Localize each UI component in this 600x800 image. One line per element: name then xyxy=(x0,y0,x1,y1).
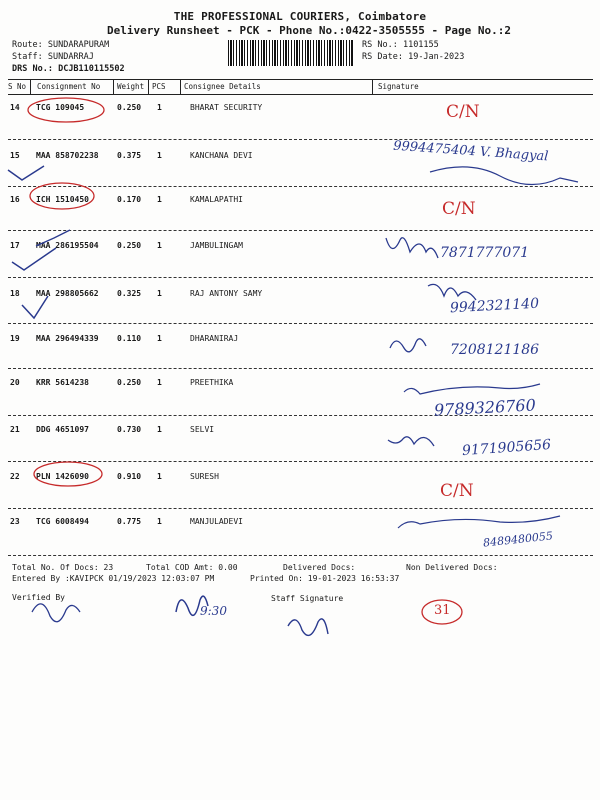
row-pcs: 1 xyxy=(157,103,162,112)
row-sno: 16 xyxy=(10,195,20,204)
row-consignment: MAA 858702238 xyxy=(36,151,99,160)
row-consignee: JAMBULINGAM xyxy=(190,241,243,250)
row-consignment: MAA 298805662 xyxy=(36,289,99,298)
drs-value: DCJB110115502 xyxy=(58,64,125,74)
staff-value: SUNDARRAJ xyxy=(47,52,94,62)
row-consignee: MANJULADEVI xyxy=(190,517,243,526)
row-weight: 0.250 xyxy=(117,103,142,112)
route-value: SUNDARAPURAM xyxy=(47,40,110,50)
col-signature: Signature xyxy=(378,82,419,91)
row-sno: 23 xyxy=(10,517,20,526)
red-circle-mark xyxy=(30,183,94,209)
row-weight: 0.375 xyxy=(117,151,142,160)
signature-phone: 8489480055 xyxy=(482,529,554,550)
row-sno: 17 xyxy=(10,241,20,250)
row-weight: 0.775 xyxy=(117,517,142,526)
verified-by-label: Verified By xyxy=(12,593,65,602)
circled-count: 31 xyxy=(434,603,451,618)
check-mark xyxy=(8,166,44,180)
drs-label: DRS No.: xyxy=(12,64,53,74)
route-label: Route: xyxy=(12,40,43,50)
row-consignee: RAJ ANTONY SAMY xyxy=(190,289,263,298)
row-consignment: TCG 6008494 xyxy=(36,517,89,526)
row-pcs: 1 xyxy=(157,378,162,387)
row-pcs: 1 xyxy=(157,289,162,298)
signature-scribble xyxy=(398,516,560,528)
row-weight: 0.250 xyxy=(117,241,142,250)
row-pcs: 1 xyxy=(157,151,162,160)
signature-phone: 7871777071 xyxy=(440,245,530,261)
delivered-docs: Delivered Docs: xyxy=(283,563,356,572)
row-weight: 0.325 xyxy=(117,289,142,298)
company-title: THE PROFESSIONAL COURIERS, Coimbatore xyxy=(173,10,427,23)
signature-phone: 7208121186 xyxy=(450,342,540,358)
signature-cn: C/N xyxy=(442,199,476,219)
red-circle-mark xyxy=(28,98,104,122)
signature-phone: 9942321140 xyxy=(449,295,540,317)
row-pcs: 1 xyxy=(157,195,162,204)
rs-no-label: RS No.: xyxy=(362,40,398,50)
col-weight: Weight xyxy=(117,82,145,91)
hand-time: 9:30 xyxy=(200,604,227,618)
runsheet-subtitle: Delivery Runsheet - PCK - Phone No.:0422-3505555 - Page No.:2 xyxy=(107,24,511,37)
check-mark xyxy=(12,248,56,270)
row-sno: 22 xyxy=(10,472,20,481)
signature-scribble xyxy=(388,437,434,446)
row-pcs: 1 xyxy=(157,472,162,481)
signature-phone: 9994475404 V. Bhagyal xyxy=(392,138,549,165)
total-cod: Total COD Amt: 0.00 xyxy=(146,563,238,572)
row-weight: 0.250 xyxy=(117,378,142,387)
row-weight: 0.170 xyxy=(117,195,142,204)
col-pcs: PCS xyxy=(152,82,166,91)
row-consignment: MAA 286195504 xyxy=(36,241,99,250)
red-circle-mark xyxy=(34,462,102,486)
row-weight: 0.910 xyxy=(117,472,142,481)
rs-date-label: RS Date: xyxy=(362,52,403,62)
staff-signature-label: Staff Signature xyxy=(271,594,344,603)
signature-scribble xyxy=(386,238,438,258)
row-consignee: KAMALAPATHI xyxy=(190,195,243,204)
signature-cn: C/N xyxy=(440,481,474,501)
row-consignee: PREETHIKA xyxy=(190,378,234,387)
row-weight: 0.730 xyxy=(117,425,142,434)
row-pcs: 1 xyxy=(157,241,162,250)
row-sno: 18 xyxy=(10,289,20,298)
staff-label: Staff: xyxy=(12,52,43,62)
row-sno: 19 xyxy=(10,334,20,343)
row-sno: 14 xyxy=(10,103,20,112)
row-sno: 15 xyxy=(10,151,20,160)
row-sno: 21 xyxy=(10,425,20,434)
row-sno: 20 xyxy=(10,378,20,387)
signature-phone: 9171905656 xyxy=(461,436,552,460)
row-consignee: BHARAT SECURITY xyxy=(190,103,263,112)
row-consignment: MAA 296494339 xyxy=(36,334,99,343)
staff-signature-mark xyxy=(288,619,328,636)
row-consignee: KANCHANA DEVI xyxy=(190,151,253,160)
entered-by: Entered By :KAVIPCK 01/19/2023 12:03:07 PM xyxy=(12,574,215,583)
rs-date-value: 19-Jan-2023 xyxy=(408,52,465,62)
col-consignment: Consignment No xyxy=(37,82,101,91)
row-consignment: TCG 109045 xyxy=(36,103,85,112)
total-docs: Total No. Of Docs: 23 xyxy=(12,563,114,572)
printed-on: Printed On: 19-01-2023 16:53:37 xyxy=(250,574,400,583)
row-weight: 0.110 xyxy=(117,334,142,343)
row-consignment: KRR 5614238 xyxy=(36,378,89,387)
row-consignee: DHARANIRAJ xyxy=(190,334,239,343)
signature-scribble xyxy=(404,384,540,394)
non-delivered-docs: Non Delivered Docs: xyxy=(406,563,498,572)
row-consignee: SURESH xyxy=(190,472,219,481)
col-sno: S No xyxy=(8,82,27,91)
row-pcs: 1 xyxy=(157,517,162,526)
signature-cn: C/N xyxy=(446,102,480,122)
rs-no-value: 1101155 xyxy=(402,40,439,50)
row-pcs: 1 xyxy=(157,425,162,434)
signature-scribble xyxy=(428,284,476,300)
row-consignee: SELVI xyxy=(190,425,215,434)
check-mark xyxy=(36,230,70,246)
signature-scribble xyxy=(430,167,578,185)
check-mark xyxy=(22,296,48,318)
row-consignment: DDG 4651097 xyxy=(36,425,89,434)
signature-scribble xyxy=(390,339,426,352)
signature-phone: 9789326760 xyxy=(433,395,537,420)
row-consignment: PLN 1426090 xyxy=(36,472,89,481)
row-pcs: 1 xyxy=(157,334,162,343)
verifier-signature xyxy=(32,604,80,622)
col-consignee: Consignee Details xyxy=(184,82,261,91)
row-consignment: ICH 1510450 xyxy=(36,195,89,204)
